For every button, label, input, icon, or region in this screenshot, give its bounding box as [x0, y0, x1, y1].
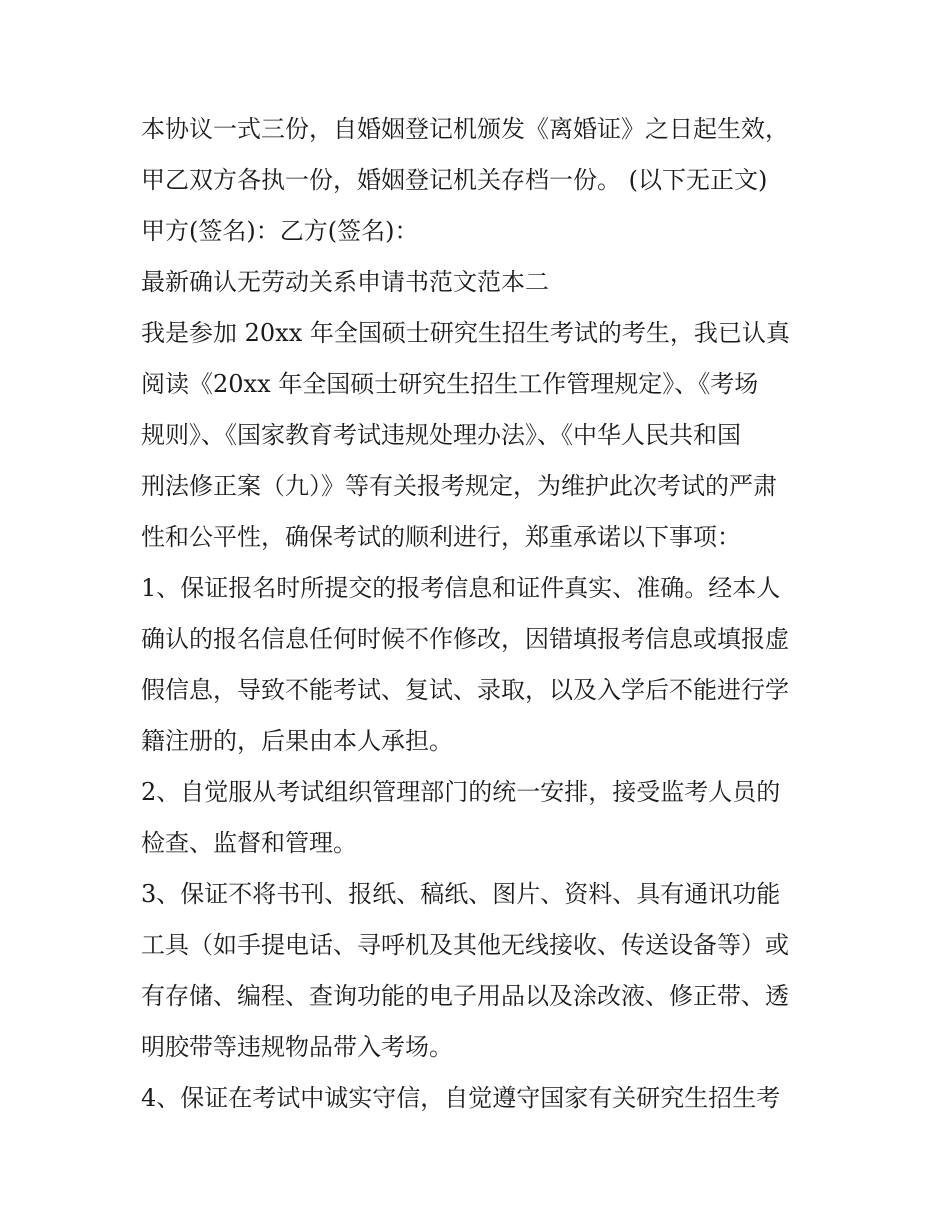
text-line: 检查、监督和管理。	[141, 829, 357, 857]
text-line: 4、保证在考试中诚实守信，自觉遵守国家有关研究生招生考	[141, 1084, 781, 1112]
text-line: 明胶带等违规物品带入考场。	[141, 1033, 453, 1061]
text-line: 阅读《20xx 年全国硕士研究生招生工作管理规定》、《考场	[141, 370, 759, 398]
text-line: 甲乙双方各执一份，婚姻登记机关存档一份。 (以下无正文)	[141, 166, 768, 194]
text-line: 刑法修正案（九）》等有关报考规定，为维护此次考试的严肃	[141, 472, 777, 500]
text-line: 确认的报名信息任何时候不作修改，因错填报考信息或填报虚	[141, 625, 789, 653]
text-line: 规则》、《国家教育考试违规处理办法》、《中华人民共和国	[141, 421, 741, 449]
text-line: 2、自觉服从考试组织管理部门的统一安排，接受监考人员的	[141, 778, 781, 806]
text-line: 籍注册的，后果由本人承担。	[141, 727, 453, 755]
text-line: 工具（如手提电话、寻呼机及其他无线接收、传送设备等）或	[141, 931, 789, 959]
text-line: 假信息，导致不能考试、复试、录取，以及入学后不能进行学	[141, 676, 789, 704]
text-line: 1、保证报名时所提交的报考信息和证件真实、准确。经本人	[141, 574, 781, 602]
text-line: 3、保证不将书刊、报纸、稿纸、图片、资料、具有通讯功能	[141, 880, 781, 908]
text-line: 有存储、编程、查询功能的电子用品以及涂改液、修正带、透	[141, 982, 789, 1010]
text-line: 我是参加 20xx 年全国硕士研究生招生考试的考生，我已认真	[141, 319, 790, 347]
text-line: 性和公平性，确保考试的顺利进行，郑重承诺以下事项：	[141, 523, 741, 551]
text-line: 本协议一式三份，自婚姻登记机颁发《离婚证》之日起生效，	[141, 115, 789, 143]
section-heading: 最新确认无劳动关系申请书范文范本二	[141, 268, 549, 296]
text-line: 甲方(签名)：乙方(签名)：	[141, 217, 419, 245]
